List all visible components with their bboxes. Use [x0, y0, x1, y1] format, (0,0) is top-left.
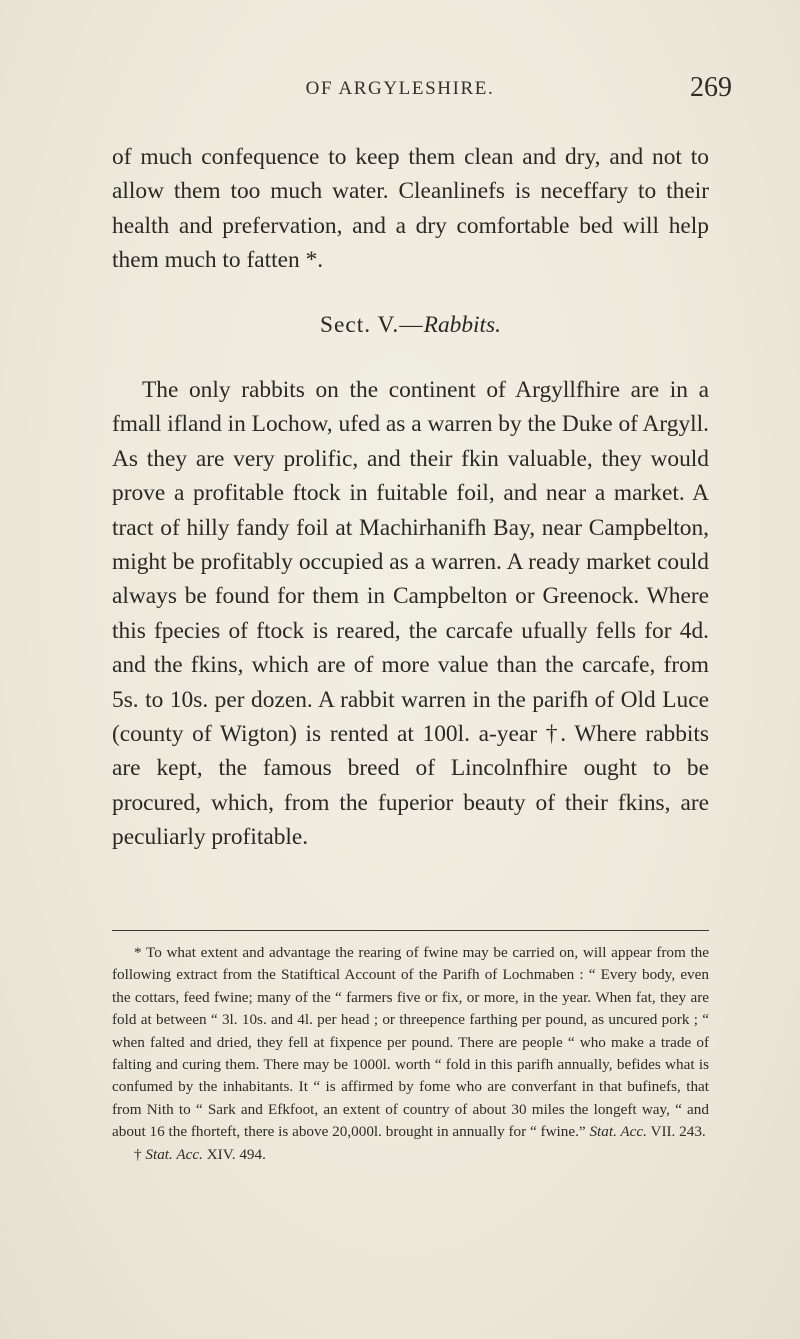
footnote-2-source: Stat. Acc. — [145, 1145, 203, 1163]
section-title: Rabbits. — [423, 312, 501, 338]
footnote-2 — [112, 1144, 709, 1166]
footnote-1 — [112, 942, 709, 1144]
paragraph-1: of much confequence to keep them clean and dry, and not to allow them too much water. Cleanlinefs is neceffary to their health and prefervation, and a dry comfortable bed will help them much to fatten *. — [112, 144, 709, 274]
footnote-2-ref: XIV. 494. — [202, 1145, 266, 1163]
paragraph-2: The only rabbits on the continent of Argyllfhire are in a fmall ifland in Lochow, ufed as a warren by the Duke of Argyll. As they are very prolific, and their fkin valuable, they would prove a profitable ftock in fuitable foil, and near a market. A tract of hilly fandy foil at Machirhanifh Bay, near Campbelton, might be profitably occupied as a warren. A ready market could always be found for them in Campbelton or Greenock. Where this fpecies of ftock is reared, the carcafe ufually fells for 4d. and the fkins, which are of more value than the carcafe, from 5s. to 10s. per dozen. A rabbit warren in the parifh of Old Luce (county of Wigton) is rented at 100l. a-year †. Where rabbits are kept, the famous breed of Lincolnfhire ought to be procured, which, from the fuperior beauty of their fkins, are peculiarly profitable. — [112, 377, 709, 851]
page-number: 269 — [690, 72, 732, 103]
running-title: OF ARGYLESHIRE. — [305, 78, 495, 99]
section-label: Sect. V.— — [320, 312, 424, 338]
footnote-1-ref: VII. 243. — [646, 1123, 706, 1141]
running-head — [0, 72, 800, 108]
section-heading — [112, 308, 709, 342]
footnote-1-text: * To what extent and advantage the rearing of fwine may be carried on, will appear from the following extract from the Statiftical Account of the Parifh of Lochmaben : “ Every body, even the cottars, feed fwine; many of the “ farmers five or fix, or more, in the year. When fat, they are fold at between “ 3l. 10s. and 4l. per head ; or threepence farthing per pound, as uncured pork ; “ when falted and dried, they fell at fixpence per pound. There are people “ who make a trade of falting and curing them. There may be 1000l. worth “ fold in this parifh annually, befides what is confumed by the inhabitants. It “ is affirmed by fome who are converfant in that bufinefs, that from Nith to “ Sark and Efkfoot, an extent of country of about 30 miles the longeft way, “ and about 16 the fhorteft, there is above 20,000l. brought in annually for “ fwine.” — [112, 944, 709, 1141]
footnote-2-mark: † — [134, 1145, 146, 1163]
footnote-1-source: Stat. Acc. — [589, 1123, 647, 1141]
footnotes — [112, 942, 709, 1166]
footnote-rule — [112, 930, 709, 931]
